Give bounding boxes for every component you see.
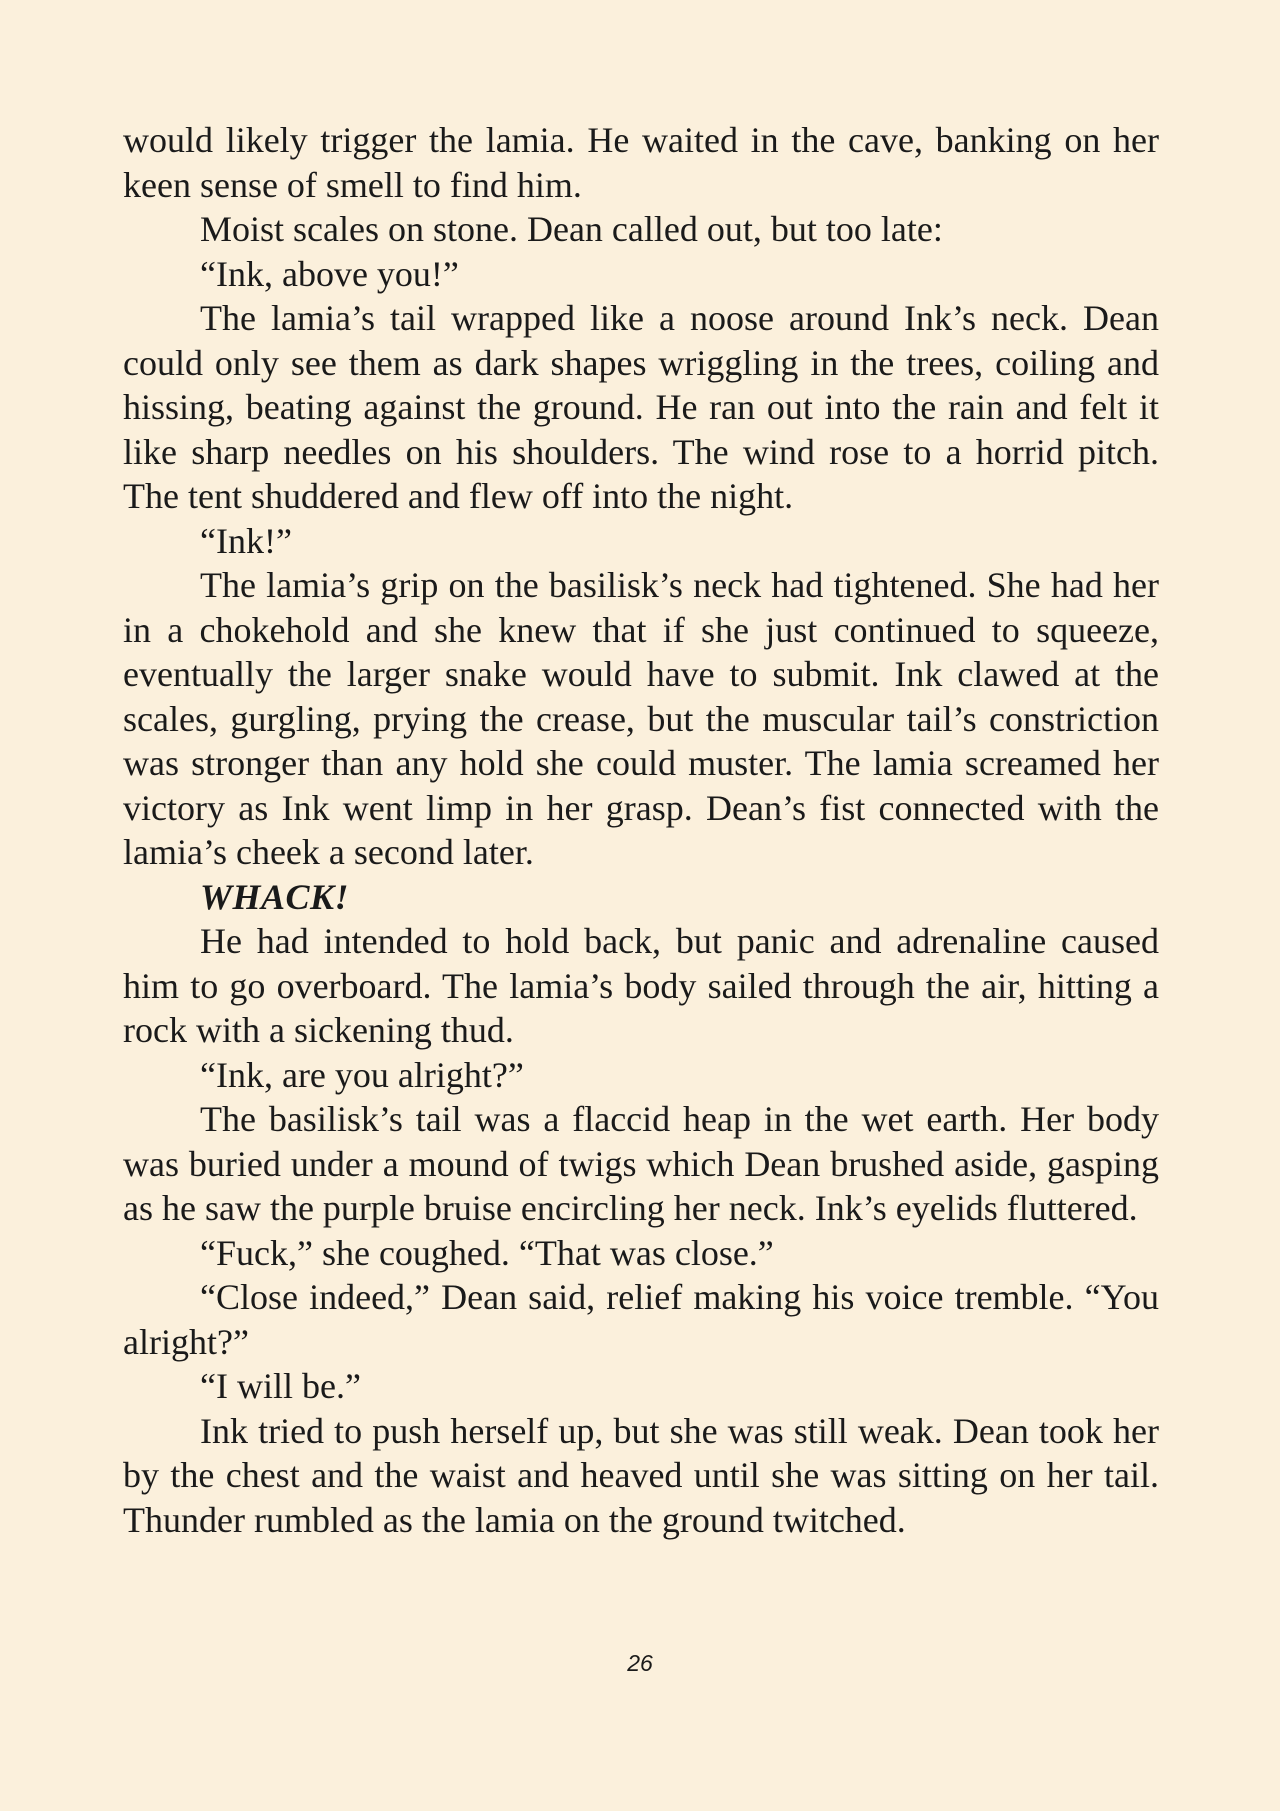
paragraph: Ink tried to push herself up, but she was still weak. Dean took her by the chest and the waist and heaved until she was sitting on her tail. Thunder rumbled as the lamia on the ground twitched. bbox=[123, 1410, 1159, 1540]
paragraph: The lamia’s tail wrapped like a noose around Ink’s neck. Dean could only see them as dark shapes wriggling in the trees, coiling and hissing, beating against the ground. He ran out into the rain and felt it like sharp needles on his shoulders. The wind rose to a horrid pitch. The tent shuddered and flew off into the night. bbox=[123, 298, 1159, 516]
paragraph: He had intended to hold back, but panic and adrenaline caused him to go overboard. The lamia’s body sailed through the air, hitting a rock with a sickening thud. bbox=[123, 921, 1159, 1050]
dialogue-line: “Close indeed,” Dean said, relief making his voice tremble. “You alright?” bbox=[123, 1277, 1159, 1362]
dialogue-line: “Ink!” bbox=[200, 520, 292, 561]
dialogue-line: “Fuck,” she coughed. “That was close.” bbox=[200, 1232, 774, 1273]
dialogue-line: “I will be.” bbox=[200, 1366, 361, 1406]
paragraph: The lamia’s grip on the basilisk’s neck had tightened. She had her in a chokehold and she knew that if she just continued to squeeze, eventually the larger snake would have to submit. Ink clawed at the scales, gurgling, prying the crease, but the muscular tail’s constriction was stronger than any hold she could muster. The lamia screamed her victory as Ink went limp in her grasp. Dean’s fist connected with the lamia’s cheek a second later. bbox=[123, 565, 1159, 872]
body-text bbox=[123, 118, 1159, 1542]
dialogue-line: “Ink, above you!” bbox=[200, 253, 459, 294]
paragraph: The basilisk’s tail was a flaccid heap in the wet earth. Her body was buried under a mound of twigs which Dean brushed aside, gasping as he saw the purple bruise encircling her neck. Ink’s eyelids fluttered. bbox=[123, 1099, 1159, 1228]
sound-effect: WHACK! bbox=[200, 876, 350, 917]
page-number: 26 bbox=[627, 1650, 653, 1676]
dialogue-line: “Ink, are you alright?” bbox=[200, 1054, 524, 1095]
paragraph-continuation: would likely trigger the lamia. He waited in the cave, banking on her keen sense of smell to find him. bbox=[123, 120, 1159, 205]
paragraph: Moist scales on stone. Dean called out, but too late: bbox=[200, 209, 943, 249]
